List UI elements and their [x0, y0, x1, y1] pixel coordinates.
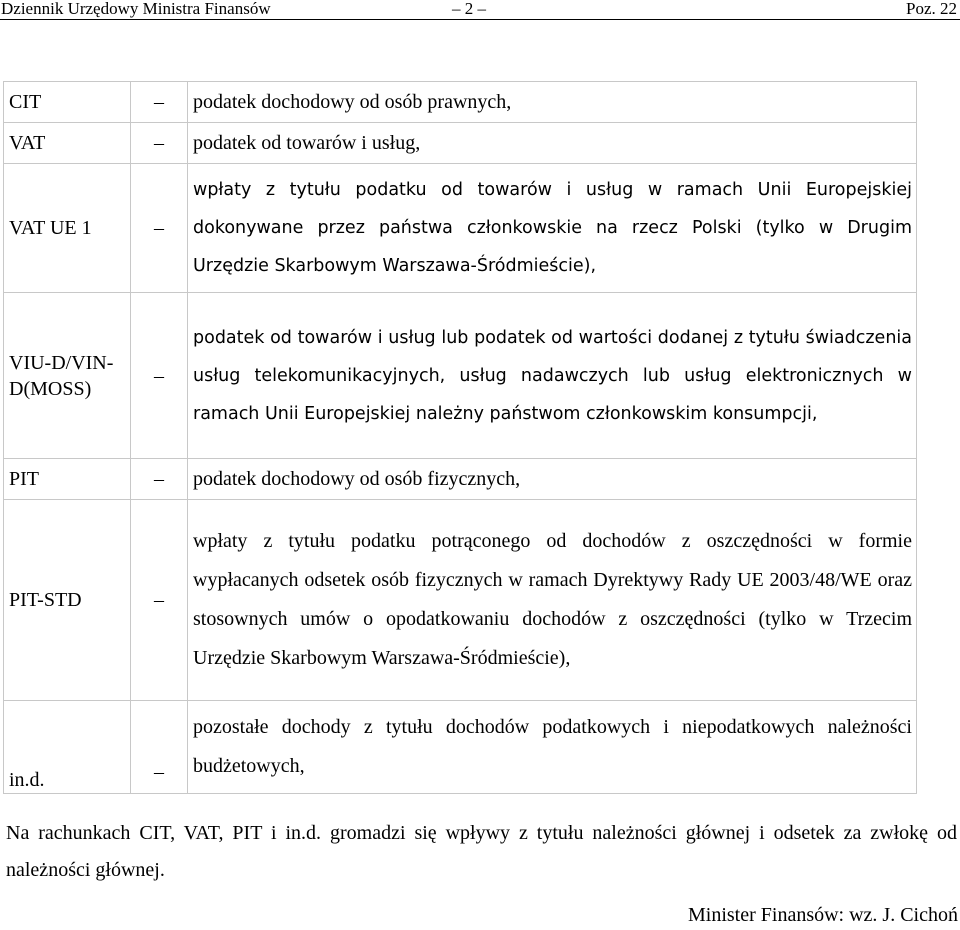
- page-number: – 2 –: [452, 0, 486, 18]
- abbreviation-description: wpłaty z tytułu podatku od towarów i usług w ramach Unii Europejskiej dokonywane przez państwa członkowskie na rzecz Polski (tylko w Drugim Urzędzie Skarbowym Warszawa-Śródmieście),: [188, 164, 917, 293]
- abbreviation-code: CIT: [4, 82, 131, 123]
- dash-separator: –: [131, 82, 188, 123]
- abbreviation-code: PIT: [4, 459, 131, 500]
- dash-separator: –: [131, 123, 188, 164]
- abbreviation-description: wpłaty z tytułu podatku potrąconego od dochodów z oszczędności w formie wypłacanych odsetek osób fizycznych w ramach Dyrektywy Rady UE 2003/48/WE oraz stosownych umów o opodatkowaniu dochodów z oszczędności (tylko w Trzecim Urzędzie Skarbowym Warszawa-Śródmieście),: [188, 500, 917, 701]
- abbreviation-code: VIU-D/VIN-D(MOSS): [4, 293, 131, 459]
- dash-separator: –: [131, 293, 188, 459]
- page-header: [0, 0, 960, 20]
- abbreviation-code: PIT-STD: [4, 500, 131, 701]
- table-row: [4, 123, 917, 164]
- accounts-note: Na rachunkach CIT, VAT, PIT i in.d. gromadzi się wpływy z tytułu należności głównej i odsetek za zwłokę od należności głównej.: [6, 822, 957, 881]
- header-rule: [0, 19, 960, 20]
- abbreviation-description: podatek od towarów i usług,: [188, 123, 917, 164]
- abbreviation-code: in.d.: [4, 701, 131, 794]
- table-row: [4, 164, 917, 293]
- dash-separator: –: [131, 459, 188, 500]
- abbreviation-description: podatek dochodowy od osób fizycznych,: [188, 459, 917, 500]
- dash-separator: –: [131, 164, 188, 293]
- abbreviation-description: podatek dochodowy od osób prawnych,: [188, 82, 917, 123]
- journal-title: Dziennik Urzędowy Ministra Finansów: [1, 0, 271, 18]
- table-row: [4, 500, 917, 701]
- minister-signature: Minister Finansów: wz. J. Cichoń: [688, 904, 958, 926]
- abbreviation-code: VAT: [4, 123, 131, 164]
- abbreviations-table: [3, 81, 917, 794]
- table-row: [4, 459, 917, 500]
- table-row: [4, 82, 917, 123]
- abbreviation-code: VAT UE 1: [4, 164, 131, 293]
- dash-separator: –: [131, 701, 188, 794]
- position-number: Poz. 22: [906, 0, 957, 18]
- table-row: [4, 293, 917, 459]
- dash-separator: –: [131, 500, 188, 701]
- table-row: [4, 701, 917, 794]
- abbreviation-description: pozostałe dochody z tytułu dochodów podatkowych i niepodatkowych należności budżetowych,: [188, 701, 917, 794]
- abbreviation-description: podatek od towarów i usług lub podatek od wartości dodanej z tytułu świadczenia usług telekomunikacyjnych, usług nadawczych lub usług elektronicznych w ramach Unii Europejskiej należny państwom członkowskim konsumpcji,: [188, 293, 917, 459]
